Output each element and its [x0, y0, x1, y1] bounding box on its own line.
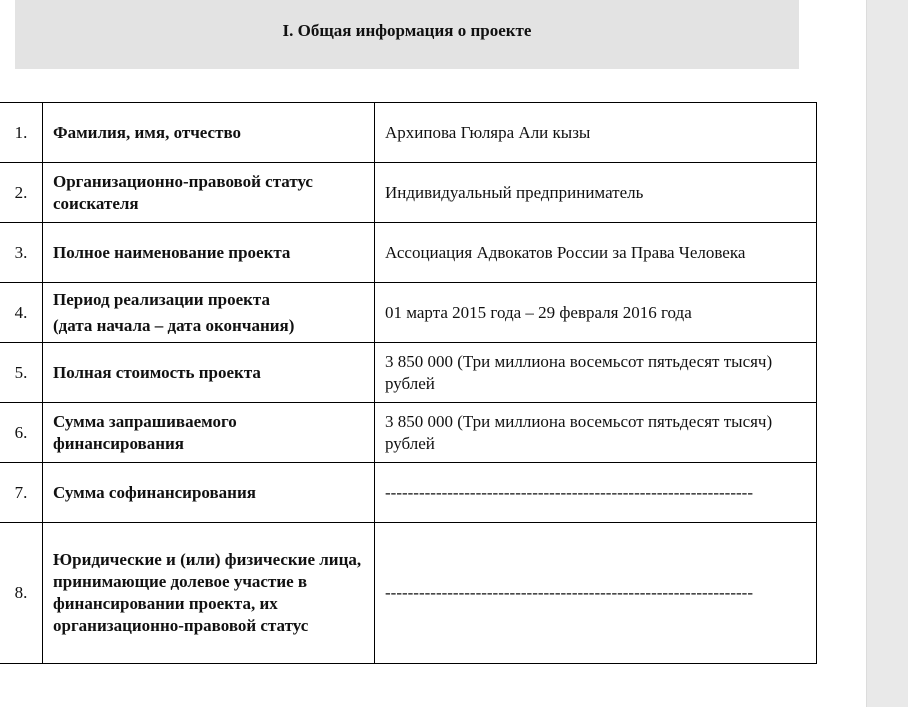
row-number: 6.	[0, 403, 43, 463]
table-row	[0, 343, 817, 403]
row-number: 1.	[0, 103, 43, 163]
project-info-table	[0, 102, 817, 664]
row-label-line1: Период реализации проекта	[53, 289, 270, 309]
row-label: Полная стоимость проекта	[43, 343, 375, 403]
row-label-line2: (дата начала – дата окончания)	[53, 315, 295, 335]
row-value: Ассоциация Адвокатов России за Права Человека	[375, 223, 817, 283]
table-row	[0, 463, 817, 523]
row-number: 5.	[0, 343, 43, 403]
row-label: Сумма софинансирования	[43, 463, 375, 523]
table-row	[0, 403, 817, 463]
row-value: Архипова Гюляра Али кызы	[375, 103, 817, 163]
table-row	[0, 283, 817, 343]
row-number: 7.	[0, 463, 43, 523]
row-value: 3 850 000 (Три миллиона восемьсот пятьдесят тысяч) рублей	[375, 343, 817, 403]
row-label: Фамилия, имя, отчество	[43, 103, 375, 163]
table-row	[0, 523, 817, 664]
table-row	[0, 163, 817, 223]
row-number: 4.	[0, 283, 43, 343]
row-value: 01 марта 2015 года – 29 февраля 2016 года	[375, 283, 817, 343]
vertical-scrollbar[interactable]	[866, 0, 908, 707]
row-label: Полное наименование проекта	[43, 223, 375, 283]
row-label: Организационно-правовой статус соискателя	[43, 163, 375, 223]
row-label	[43, 283, 375, 343]
section-header	[15, 0, 799, 69]
row-value: -----------------------------------------------------------------	[375, 523, 817, 664]
table-row	[0, 223, 817, 283]
row-number: 2.	[0, 163, 43, 223]
row-value: Индивидуальный предприниматель	[375, 163, 817, 223]
row-value: -----------------------------------------------------------------	[375, 463, 817, 523]
row-number: 3.	[0, 223, 43, 283]
section-title: I. Общая информация о проекте	[282, 20, 532, 40]
table-row	[0, 103, 817, 163]
row-value: 3 850 000 (Три миллиона восемьсот пятьдесят тысяч) рублей	[375, 403, 817, 463]
row-label: Юридические и (или) физические лица, принимающие долевое участие в финансировании проекта, их организационно-правовой статус	[43, 523, 375, 664]
row-label: Сумма запрашиваемого финансирования	[43, 403, 375, 463]
row-number: 8.	[0, 523, 43, 664]
